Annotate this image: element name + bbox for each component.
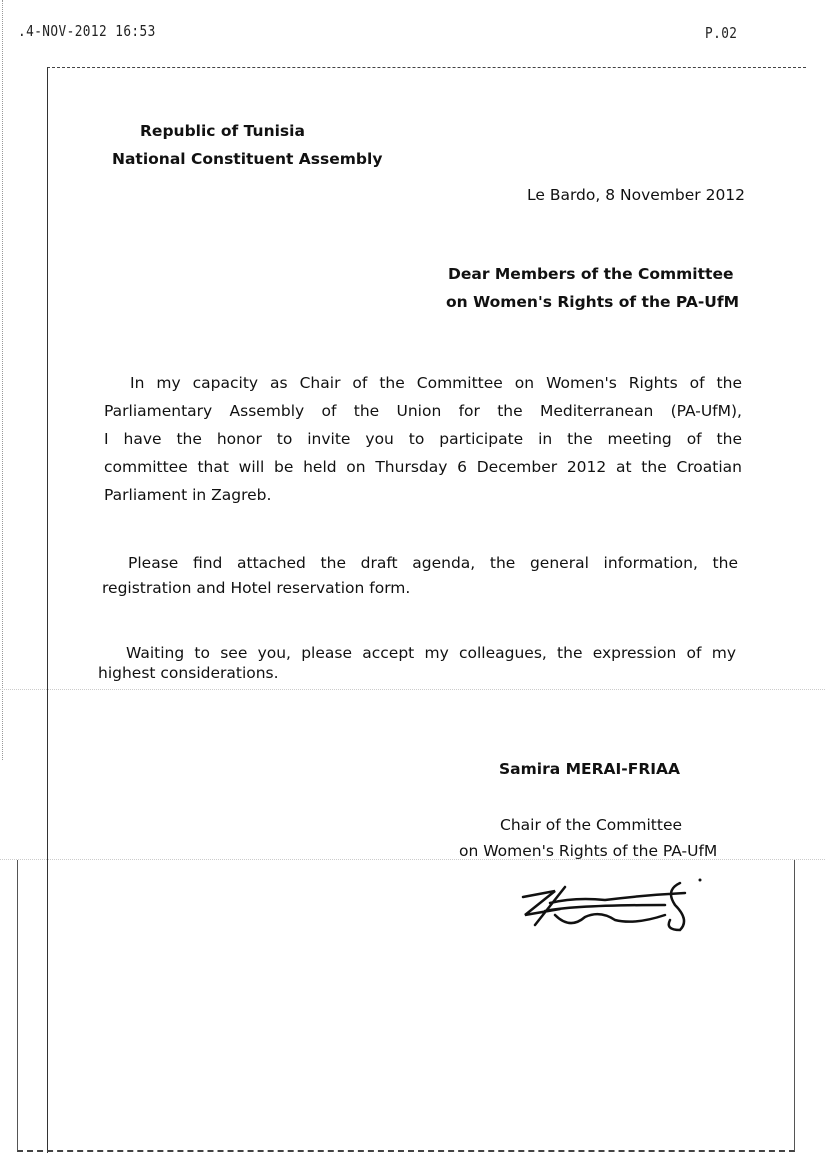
scan-line [0,689,825,690]
fax-timestamp: .4-NOV-2012 16:53 [18,22,156,40]
body-line: committee that will be held on Thursday 6 December 2012 at the Croatian [104,458,742,476]
place-date: Le Bardo, 8 November 2012 [527,186,746,204]
addressee-line-2: on Women's Rights of the PA-UfM [446,293,740,311]
addressee-line-1: Dear Members of the Committee [448,265,734,283]
sender-line-1: Republic of Tunisia [140,122,305,140]
signatory-name: Samira MERAI-FRIAA [499,760,681,778]
sender-line-2: National Constituent Assembly [112,150,383,168]
body-line: registration and Hotel reservation form. [102,579,411,597]
fax-page-number: P.02 [705,24,738,42]
body-line: I have the honor to invite you to participate in the meeting of the [104,430,742,448]
body-line: Parliamentary Assembly of the Union for the Mediterranean (PA-UfM), [104,402,742,420]
scan-edge [2,0,3,760]
handwritten-signature [515,875,705,940]
body-line: Parliament in Zagreb. [104,486,272,504]
signatory-title-1: Chair of the Committee [500,816,683,834]
body-line: Waiting to see you, please accept my colleagues, the expression of my [126,644,736,662]
signatory-title-2: on Women's Rights of the PA-UfM [459,842,718,860]
body-line: In my capacity as Chair of the Committee on Women's Rights of the [130,374,742,392]
body-line: Please find attached the draft agenda, the general information, the [128,554,738,572]
body-line: highest considerations. [98,664,279,682]
